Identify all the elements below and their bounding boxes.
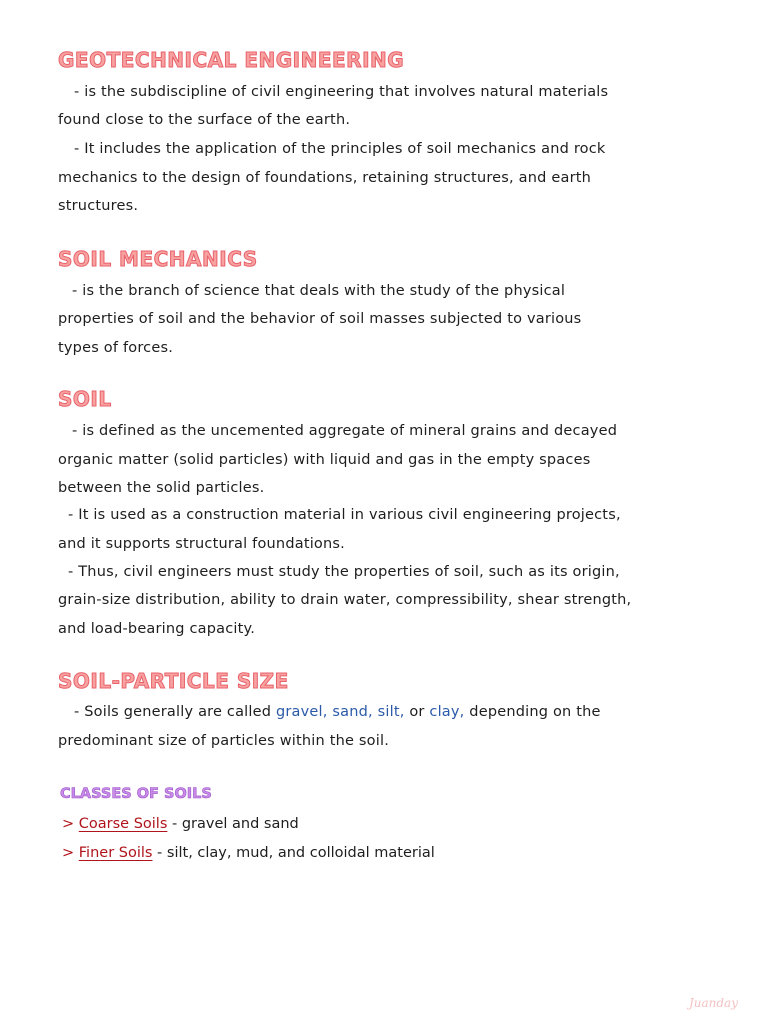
heading-soil-mechanics: SOIL MECHANICS bbox=[58, 247, 258, 271]
text-line: and load-bearing capacity. bbox=[58, 621, 256, 637]
class-description: - gravel and sand bbox=[167, 816, 299, 832]
text-line: between the solid particles. bbox=[58, 480, 265, 496]
heading-geotechnical-engineering: GEOTECHNICAL ENGINEERING bbox=[58, 48, 405, 72]
text-line: grain-size distribution, ability to drain water, compressibility, shear strength, bbox=[58, 592, 632, 608]
class-item-finer-soils bbox=[62, 845, 435, 861]
class-name: Coarse Soils bbox=[78, 816, 168, 832]
text-line: structures. bbox=[58, 198, 139, 214]
text-line: - is the branch of science that deals with the study of the physical bbox=[72, 283, 566, 299]
list-marker: > bbox=[62, 816, 75, 832]
text-line: - is defined as the uncemented aggregate of mineral grains and decayed bbox=[72, 423, 618, 439]
text-line-particle-terms bbox=[74, 704, 601, 720]
text-line: - is the subdiscipline of civil engineering that involves natural materials bbox=[74, 84, 609, 100]
signature: Juanday bbox=[688, 996, 738, 1010]
text-line: types of forces. bbox=[58, 340, 174, 356]
class-item-coarse-soils bbox=[62, 816, 299, 832]
text-line: mechanics to the design of foundations, retaining structures, and earth bbox=[58, 170, 591, 186]
text-segment: depending on the bbox=[464, 704, 601, 720]
heading-soil: SOIL bbox=[58, 387, 112, 411]
text-line: organic matter (solid particles) with liquid and gas in the empty spaces bbox=[58, 452, 591, 468]
text-line: - Thus, civil engineers must study the properties of soil, such as its origin, bbox=[68, 564, 620, 580]
class-name: Finer Soils bbox=[78, 845, 153, 861]
text-line: found close to the surface of the earth. bbox=[58, 112, 351, 128]
text-line: properties of soil and the behavior of soil masses subjected to various bbox=[58, 311, 582, 327]
text-line: predominant size of particles within the soil. bbox=[58, 733, 390, 749]
text-segment: - Soils generally are called bbox=[74, 704, 276, 720]
text-line: - It includes the application of the principles of soil mechanics and rock bbox=[74, 141, 606, 157]
soil-terms: gravel, sand, silt, bbox=[275, 704, 405, 720]
class-description: - silt, clay, mud, and colloidal material bbox=[152, 845, 435, 861]
heading-classes-of-soils: CLASSES OF SOILS bbox=[60, 786, 212, 802]
clay-term: clay, bbox=[429, 704, 465, 720]
text-segment: or bbox=[404, 704, 430, 720]
list-marker: > bbox=[62, 845, 75, 861]
text-line: - It is used as a construction material in various civil engineering projects, bbox=[68, 507, 621, 523]
heading-soil-particle-size: SOIL-PARTICLE SIZE bbox=[58, 669, 289, 693]
text-line: and it supports structural foundations. bbox=[58, 536, 345, 552]
